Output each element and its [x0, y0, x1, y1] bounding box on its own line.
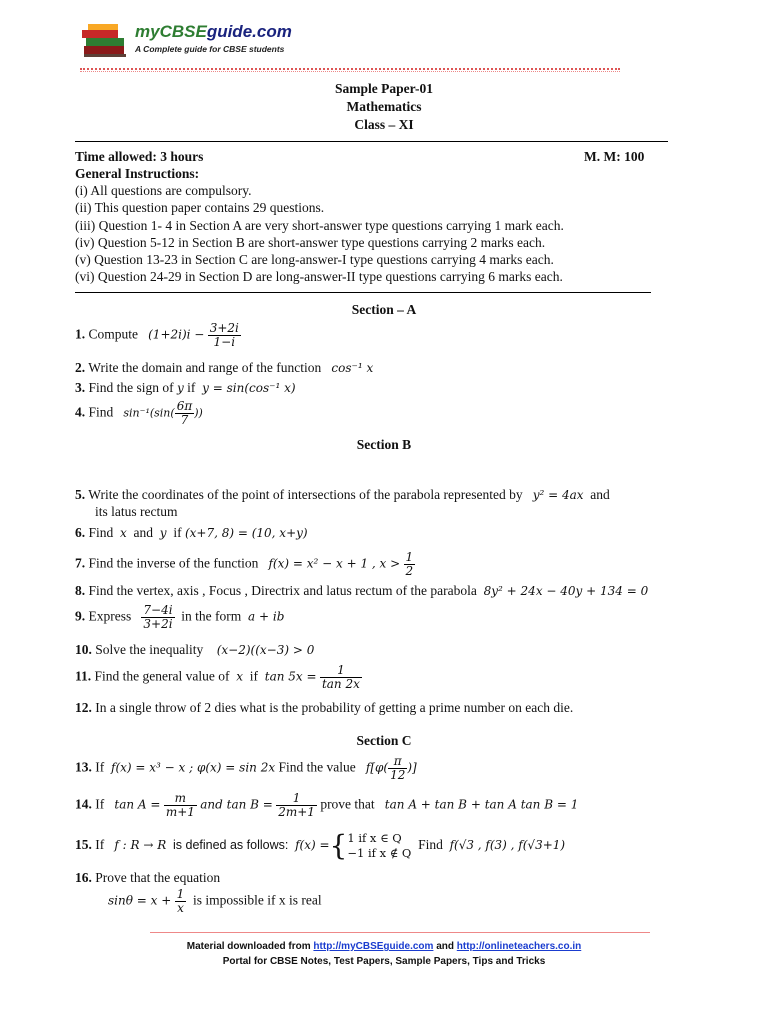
- question-number: 13.: [75, 759, 92, 775]
- question-text: If: [95, 796, 105, 812]
- math-expr: f(x) = x² − x + 1 , x >: [268, 556, 401, 571]
- math-expr: f : R → R: [114, 838, 167, 853]
- fraction-numerator: 1: [176, 887, 185, 901]
- math-var-y: y: [159, 526, 167, 540]
- question-text-if: if: [173, 525, 182, 540]
- question-text-if: if: [187, 380, 196, 395]
- footer-link-mycbseguide[interactable]: http://myCBSEguide.com: [313, 941, 434, 952]
- question-number: 14.: [75, 796, 92, 812]
- instruction-item: (v) Question 13-23 in Section C are long-answer-I type questions carrying 4 marks each.: [75, 252, 554, 267]
- question-number: 1.: [75, 326, 86, 342]
- question-text: Solve the inequality: [95, 642, 204, 657]
- question-text-2: Find the value: [278, 759, 356, 775]
- instruction-item: (iii) Question 1- 4 in Section A are very short-answer type questions carrying 1 mark each.: [75, 218, 564, 233]
- math-expr-end: )): [194, 406, 203, 420]
- fraction: [388, 755, 407, 782]
- question-text-and: and: [590, 487, 610, 502]
- fraction-denominator: 2: [405, 564, 414, 578]
- instruction-item: (i) All questions are compulsory.: [75, 183, 252, 198]
- math-expr: 8y² + 24x − 40y + 134 = 0: [483, 584, 649, 598]
- question-number: 4.: [75, 404, 86, 420]
- question-number: 3.: [75, 380, 86, 395]
- brand-tagline: A Complete guide for CBSE students: [135, 44, 285, 54]
- question-13: [75, 755, 417, 782]
- header-divider-2: [80, 71, 620, 72]
- case-2: −1 if x ∉ Q: [347, 846, 412, 860]
- question-15: [75, 831, 565, 861]
- question-text-and: and: [133, 525, 154, 540]
- math-expr: (x−2)((x−3) > 0: [216, 643, 315, 657]
- question-text: Find the sign of: [88, 380, 174, 395]
- brand-name: [135, 22, 292, 42]
- question-number: 9.: [75, 608, 86, 624]
- brace-glyph: {: [329, 829, 348, 862]
- question-number: 2.: [75, 360, 86, 375]
- site-logo: [80, 18, 292, 62]
- question-text: If: [95, 837, 105, 853]
- footer-line-1: [0, 939, 768, 954]
- fraction-numerator: 6π: [176, 399, 193, 413]
- fraction-denominator: 12: [390, 768, 406, 782]
- fraction-numerator: 1: [405, 550, 414, 564]
- footer-link-onlineteachers[interactable]: http://onlineteachers.co.in: [456, 941, 582, 952]
- math-expr: y² = 4ax: [532, 488, 584, 502]
- question-text-find: Find: [418, 837, 443, 853]
- question-text-2: prove that: [320, 796, 375, 812]
- fraction-numerator: 7−4i: [143, 603, 173, 617]
- question-text: In a single throw of 2 dies what is the probability of getting a prime number on each die.: [95, 700, 574, 715]
- section-a-heading: Section – A: [351, 302, 417, 317]
- question-5: [75, 486, 610, 504]
- footer-line-2: Portal for CBSE Notes, Test Papers, Sample Papers, Tips and Tricks: [222, 956, 546, 967]
- fraction: [276, 792, 317, 819]
- question-text: Write the domain and range of the function: [88, 360, 322, 375]
- fraction-denominator: 3+2i: [143, 617, 173, 631]
- question-text-2: is defined as follows:: [173, 838, 289, 853]
- time-allowed: Time allowed: 3 hours: [75, 149, 204, 164]
- footer-prefix: Material downloaded from: [186, 941, 311, 952]
- fraction-numerator: π: [388, 755, 407, 769]
- footer-divider: [150, 932, 650, 933]
- question-text-2: is impossible if x is real: [193, 892, 322, 908]
- math-var-x: x: [236, 669, 244, 684]
- math-expr-2: f[φ(: [365, 760, 389, 775]
- question-number: 10.: [75, 642, 92, 657]
- math-expr: sin⁻¹(sin(: [123, 406, 175, 420]
- question-number: 8.: [75, 583, 86, 598]
- math-expr: (1+2i)i −: [148, 327, 205, 342]
- paper-title: [0, 80, 768, 134]
- math-expr: (x+7, 8) = (10, x+y): [184, 526, 308, 540]
- instruction-item: (ii) This question paper contains 29 questions.: [75, 200, 325, 215]
- math-expr-2: f(√3 , f(3) , f(√3+1): [449, 838, 566, 853]
- instructions-rule: [75, 292, 651, 293]
- fraction: [208, 322, 241, 349]
- fraction-denominator: 2m+1: [278, 805, 315, 819]
- question-number: 5.: [75, 487, 86, 502]
- question-number: 6.: [75, 525, 86, 540]
- brand-part1: myCBSE: [135, 22, 207, 41]
- question-number: 15.: [75, 837, 92, 853]
- fraction-numerator: 1: [320, 664, 362, 678]
- question-11: [75, 664, 362, 691]
- brand-part2: guide.com: [206, 22, 292, 41]
- math-expr: cos⁻¹ x: [331, 361, 374, 375]
- question-text: Find the vertex, axis , Focus , Directrix and latus rectum of the parabola: [88, 583, 477, 598]
- question-number: 7.: [75, 555, 86, 571]
- question-text: Find: [88, 525, 114, 540]
- case-1: 1 if x ∈ Q: [347, 831, 402, 845]
- question-3: [75, 379, 296, 397]
- question-7: [75, 551, 415, 578]
- question-14: [75, 792, 578, 819]
- math-expr: y = sin(cos⁻¹ x): [202, 381, 296, 395]
- instruction-item: (vi) Question 24-29 in Section D are long-answer-II type questions carrying 6 marks each.: [75, 269, 563, 284]
- instructions-heading: General Instructions:: [75, 166, 200, 181]
- math-var-x: x: [120, 526, 127, 540]
- fraction-numerator: 3+2i: [209, 321, 239, 335]
- question-text: If: [95, 759, 105, 775]
- question-2: [75, 359, 373, 377]
- question-6: [75, 524, 308, 542]
- question-16: [75, 869, 220, 886]
- math-fx: f(x) =: [295, 838, 330, 853]
- question-text: Find the inverse of the function: [88, 555, 259, 571]
- question-text: Find the general value of: [94, 668, 230, 684]
- fraction-denominator: 1−i: [213, 335, 236, 349]
- question-4: [75, 400, 203, 427]
- question-12: [75, 699, 573, 716]
- math-expr: a + ib: [248, 609, 285, 624]
- question-8: [75, 582, 648, 600]
- fraction-denominator: m+1: [165, 805, 195, 819]
- question-text: Prove that the equation: [95, 870, 221, 885]
- math-expr: tan 5x =: [264, 669, 317, 684]
- math-expr: sinθ = x +: [108, 893, 172, 908]
- math-expr: f(x) = x³ − x ; φ(x) = sin 2x: [111, 760, 276, 775]
- instruction-item: (iv) Question 5-12 in Section B are short-answer type questions carrying 2 marks each.: [75, 235, 546, 250]
- footer-and: and: [436, 941, 454, 952]
- fraction: [141, 604, 174, 631]
- question-text: Express: [88, 608, 132, 624]
- question-text: Find: [88, 404, 114, 420]
- title-line-2: Mathematics: [346, 99, 422, 114]
- fraction: [164, 792, 197, 819]
- math-expr-2: tan A + tan B + tan A tan B = 1: [384, 797, 579, 812]
- fraction: [404, 551, 416, 578]
- title-rule: [75, 141, 668, 142]
- question-text: Write the coordinates of the point of intersections of the parabola represented by: [88, 487, 523, 502]
- fraction: [175, 888, 187, 915]
- question-5-line2: its latus rectum: [95, 504, 178, 519]
- fraction-numerator: m: [164, 792, 197, 806]
- books-logo-icon: [80, 20, 132, 60]
- question-number: 11.: [75, 668, 92, 684]
- question-text: Compute: [88, 326, 138, 342]
- fraction: [320, 664, 362, 691]
- fraction-denominator: x: [177, 901, 184, 915]
- max-marks: M. M: 100: [584, 149, 645, 164]
- question-number: 12.: [75, 700, 92, 715]
- math-expr-3: )]: [407, 760, 417, 775]
- question-1: [75, 322, 241, 349]
- question-number: 16.: [75, 870, 92, 885]
- section-c-heading: Section C: [356, 733, 412, 748]
- question-9: [75, 604, 284, 631]
- section-b-heading: Section B: [356, 437, 412, 452]
- fraction: [175, 400, 195, 427]
- title-line-3: Class – XI: [354, 117, 414, 132]
- question-text-2: in the form: [181, 608, 242, 624]
- fraction-denominator: 7: [180, 413, 189, 427]
- question-10: [75, 641, 314, 659]
- math-expr-and: and tan B =: [200, 797, 273, 812]
- fraction-numerator: 1: [276, 792, 317, 806]
- header-divider: [80, 68, 620, 70]
- question-text-if: if: [249, 668, 259, 684]
- title-line-1: Sample Paper-01: [334, 81, 434, 96]
- fraction-denominator: tan 2x: [321, 677, 360, 691]
- question-16-line2: [108, 888, 322, 915]
- piecewise-cases: [347, 831, 411, 861]
- math-expr: tan A =: [114, 797, 161, 812]
- math-var: y: [177, 381, 184, 395]
